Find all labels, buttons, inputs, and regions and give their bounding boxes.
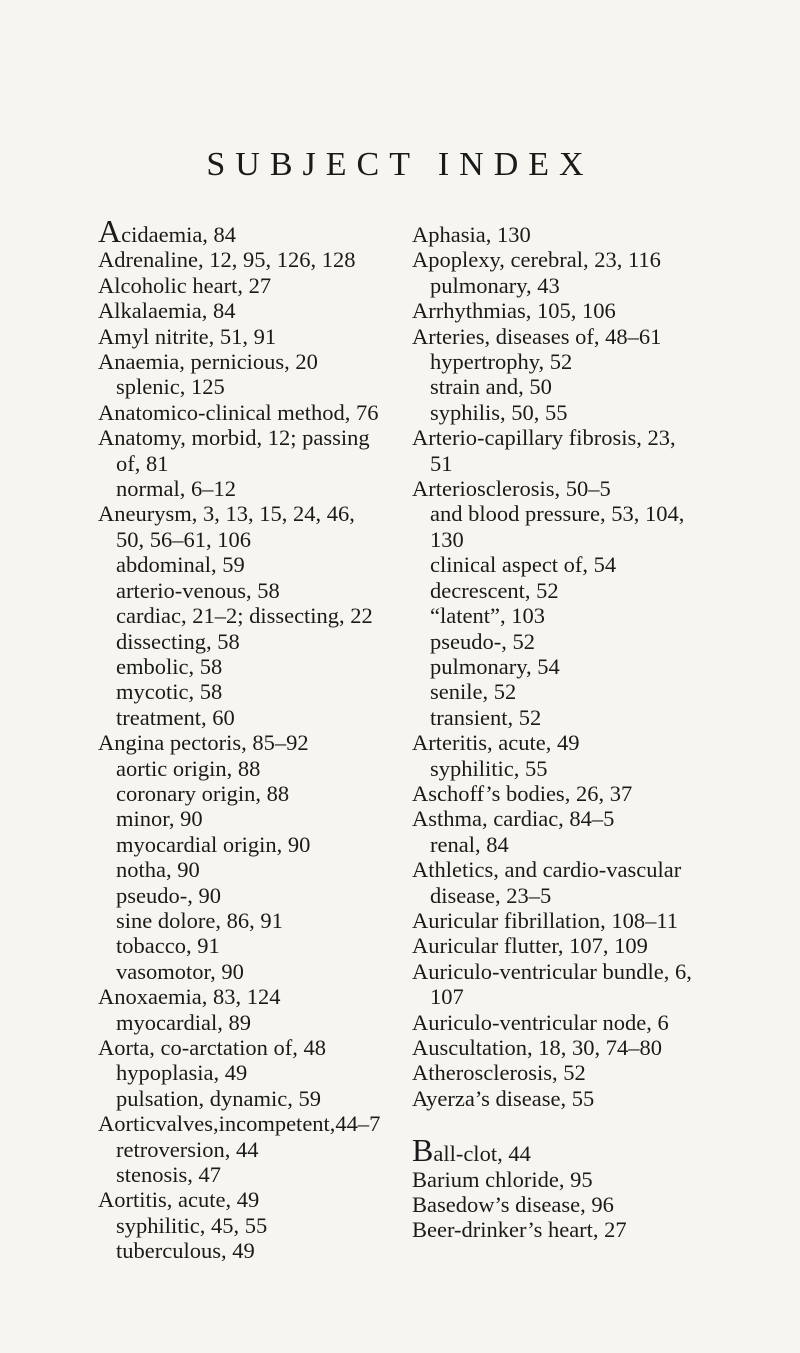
- index-entry: [98, 959, 398, 984]
- index-entry-text: “latent”, 103: [430, 603, 545, 629]
- index-entry: [98, 832, 398, 857]
- index-entry-text: Arteritis, acute, 49: [412, 730, 580, 756]
- index-entry-text: Arterio-capillary fibrosis, 23,: [412, 425, 676, 451]
- index-entry: [98, 476, 398, 501]
- index-entry: [412, 629, 752, 654]
- index-entry-text: pulsation, dynamic, 59: [116, 1085, 321, 1111]
- index-entry-text: Anatomico-clinical method, 76: [98, 399, 379, 425]
- index-entry-text: Alcoholic heart, 27: [98, 272, 272, 298]
- index-entry-text: syphilitic, 55: [430, 755, 548, 781]
- index-entry: [412, 425, 752, 450]
- index-entry: [98, 857, 398, 882]
- index-entry: [98, 247, 398, 272]
- index-entry: [412, 756, 752, 781]
- index-entry-text: Anaemia, pernicious, 20: [98, 349, 318, 375]
- index-entry-text: myocardial, 89: [116, 1009, 251, 1035]
- index-entry-text: Auriculo-ventricular bundle, 6,: [412, 958, 692, 984]
- index-entry-text: and blood pressure, 53, 104,: [430, 501, 685, 527]
- index-entry-text: Auricular fibrillation, 108–11: [412, 907, 678, 933]
- section-initial-letter: B: [412, 1132, 434, 1169]
- index-entry-text: Basedow’s disease, 96: [412, 1192, 614, 1218]
- index-entry: [412, 324, 752, 349]
- index-entry: [412, 1060, 752, 1085]
- index-entry-text: Atherosclerosis, 52: [412, 1060, 586, 1086]
- index-entry-text: transient, 52: [430, 704, 542, 730]
- index-entry: [412, 730, 752, 755]
- index-entry-text: Athletics, and cardio-vascular: [412, 857, 682, 883]
- index-entry: [98, 1086, 398, 1111]
- index-entry: [412, 501, 752, 526]
- index-entry: [98, 908, 398, 933]
- index-entry-text: Adrenaline, 12, 95, 126, 128: [98, 247, 356, 273]
- index-entry: [412, 883, 752, 908]
- index-entry: [412, 374, 752, 399]
- index-entry: [412, 1132, 752, 1169]
- index-entry-text: notha, 90: [116, 857, 200, 883]
- index-entry: [98, 806, 398, 831]
- index-entry: [98, 1111, 398, 1136]
- index-entry: [98, 451, 398, 476]
- index-entry: [98, 1162, 398, 1187]
- index-entry: [412, 451, 752, 476]
- index-entry: [412, 1192, 752, 1217]
- index-entry-text: mycotic, 58: [116, 679, 223, 705]
- index-entry-text: hypertrophy, 52: [430, 349, 573, 375]
- index-entry: [412, 1086, 752, 1111]
- index-entry: [412, 273, 752, 298]
- index-entry-text: cidaemia, 84: [121, 222, 237, 247]
- page-title: SUBJECT INDEX: [206, 146, 594, 183]
- index-entry: [412, 476, 752, 501]
- index-entry-text: decrescent, 52: [430, 577, 559, 603]
- index-entry: [98, 501, 398, 526]
- index-entry: [98, 654, 398, 679]
- index-entry: [98, 213, 398, 249]
- index-entry: [98, 1238, 398, 1263]
- index-entry: [412, 857, 752, 882]
- index-entry-text: 51: [430, 450, 453, 476]
- index-entry: [98, 578, 398, 603]
- index-entry: [98, 298, 398, 323]
- index-entry-text: aortic origin, 88: [116, 755, 261, 781]
- index-entry-text: Arteriosclerosis, 50–5: [412, 476, 611, 502]
- index-entry-text: Aorticvalves,incompetent,44–7: [98, 1111, 381, 1137]
- index-entry: [98, 933, 398, 958]
- index-entry: [98, 349, 398, 374]
- index-entry: [412, 705, 752, 730]
- index-entry: [98, 756, 398, 781]
- index-entry: [98, 781, 398, 806]
- index-entry: [98, 984, 398, 1009]
- index-entry: [412, 984, 752, 1009]
- index-entry: [98, 1187, 398, 1212]
- index-entry-text: Alkalaemia, 84: [98, 298, 236, 324]
- index-entry-text: normal, 6–12: [116, 476, 236, 502]
- index-entry-text: Asthma, cardiac, 84–5: [412, 806, 615, 832]
- index-entry: [412, 908, 752, 933]
- index-entry: [412, 298, 752, 323]
- index-entry: [98, 552, 398, 577]
- index-entry-text: Arrhythmias, 105, 106: [412, 298, 616, 324]
- index-entry: [98, 1010, 398, 1035]
- index-entry-text: Aortitis, acute, 49: [98, 1187, 260, 1213]
- index-entry-text: 130: [430, 526, 464, 552]
- index-entry: [98, 1035, 398, 1060]
- index-entry-text: Aphasia, 130: [412, 222, 531, 247]
- index-entry-text: stenosis, 47: [116, 1162, 222, 1188]
- index-entry-text: Amyl nitrite, 51, 91: [98, 323, 277, 349]
- index-entry-text: of, 81: [116, 450, 169, 476]
- section-gap: [412, 1111, 752, 1141]
- index-column-right: [412, 222, 752, 1243]
- index-column-left: [98, 213, 398, 1264]
- index-entry-text: cardiac, 21–2; dissecting, 22: [116, 603, 373, 629]
- index-entry: [412, 1035, 752, 1060]
- index-entry-text: all-clot, 44: [433, 1141, 531, 1167]
- index-entry-text: Barium chloride, 95: [412, 1166, 593, 1192]
- index-entry: [98, 425, 398, 450]
- index-entry-text: coronary origin, 88: [116, 780, 290, 806]
- index-entry-text: renal, 84: [430, 831, 509, 857]
- index-entry: [412, 1217, 752, 1242]
- index-entry: [412, 527, 752, 552]
- index-entry-text: pulmonary, 54: [430, 653, 560, 679]
- index-entry: [98, 603, 398, 628]
- index-entry-text: senile, 52: [430, 679, 517, 705]
- index-entry-text: myocardial origin, 90: [116, 831, 311, 857]
- index-entry-text: treatment, 60: [116, 704, 235, 730]
- index-entry: [412, 222, 752, 247]
- index-entry-text: Aschoff’s bodies, 26, 37: [412, 780, 633, 806]
- index-entry-text: splenic, 125: [116, 374, 225, 400]
- index-entry-text: Apoplexy, cerebral, 23, 116: [412, 247, 661, 273]
- index-entry-text: Angina pectoris, 85–92: [98, 730, 309, 756]
- index-entry-text: vasomotor, 90: [116, 958, 244, 984]
- index-entry: [98, 324, 398, 349]
- index-entry-text: pulmonary, 43: [430, 272, 560, 298]
- index-entry: [98, 705, 398, 730]
- index-entry-text: tuberculous, 49: [116, 1238, 255, 1264]
- index-entry-text: syphilis, 50, 55: [430, 399, 568, 425]
- index-entry: [412, 400, 752, 425]
- index-entry-text: sine dolore, 86, 91: [116, 907, 283, 933]
- index-entry-text: pseudo-, 90: [116, 882, 221, 908]
- index-entry-text: Ayerza’s disease, 55: [412, 1085, 595, 1111]
- index-entry: [412, 578, 752, 603]
- index-entry-text: minor, 90: [116, 806, 203, 832]
- index-entry-text: pseudo-, 52: [430, 628, 535, 654]
- index-entry: [98, 1213, 398, 1238]
- index-entry: [98, 400, 398, 425]
- index-entry-text: strain and, 50: [430, 374, 552, 400]
- index-entry-text: 107: [430, 984, 464, 1010]
- index-entry-text: Auscultation, 18, 30, 74–80: [412, 1035, 662, 1060]
- index-entry: [412, 1167, 752, 1192]
- index-entry: [412, 247, 752, 272]
- index-entry: [98, 374, 398, 399]
- index-entry-text: Auricular flutter, 107, 109: [412, 933, 648, 959]
- section-initial-letter: A: [98, 213, 122, 249]
- index-entry-text: Aorta, co-arctation of, 48: [98, 1035, 327, 1060]
- index-entry-text: Anoxaemia, 83, 124: [98, 984, 281, 1010]
- index-entry: [98, 629, 398, 654]
- index-entry: [98, 679, 398, 704]
- index-entry-text: hypoplasia, 49: [116, 1060, 248, 1086]
- index-entry: [412, 1010, 752, 1035]
- index-entry-text: 50, 56–61, 106: [116, 526, 251, 552]
- index-entry-text: dissecting, 58: [116, 628, 240, 654]
- index-entry-text: Auriculo-ventricular node, 6: [412, 1009, 669, 1035]
- index-entry-text: syphilitic, 45, 55: [116, 1212, 268, 1238]
- index-entry: [98, 273, 398, 298]
- index-entry-text: arterio-venous, 58: [116, 577, 280, 603]
- index-entry: [412, 933, 752, 958]
- index-entry-text: Arteries, diseases of, 48–61: [412, 323, 662, 349]
- index-entry: [98, 1060, 398, 1085]
- index-entry-text: Anatomy, morbid, 12; passing: [98, 425, 370, 451]
- index-entry: [412, 679, 752, 704]
- index-entry-text: clinical aspect of, 54: [430, 552, 617, 578]
- index-entry: [412, 349, 752, 374]
- index-entry: [98, 730, 398, 755]
- index-entry-text: Beer-drinker’s heart, 27: [412, 1217, 627, 1243]
- index-entry-text: abdominal, 59: [116, 552, 245, 578]
- index-entry: [412, 832, 752, 857]
- index-entry-text: Aneurysm, 3, 13, 15, 24, 46,: [98, 501, 355, 527]
- index-entry: [412, 806, 752, 831]
- index-entry-text: tobacco, 91: [116, 933, 220, 959]
- index-entry-text: disease, 23–5: [430, 882, 552, 908]
- index-entry: [98, 1137, 398, 1162]
- index-entry: [98, 527, 398, 552]
- index-entry: [412, 959, 752, 984]
- index-entry-text: retroversion, 44: [116, 1136, 259, 1162]
- index-entry-text: embolic, 58: [116, 653, 223, 679]
- index-entry: [412, 552, 752, 577]
- index-entry: [412, 781, 752, 806]
- index-entry: [412, 603, 752, 628]
- index-entry: [412, 654, 752, 679]
- index-entry: [98, 883, 398, 908]
